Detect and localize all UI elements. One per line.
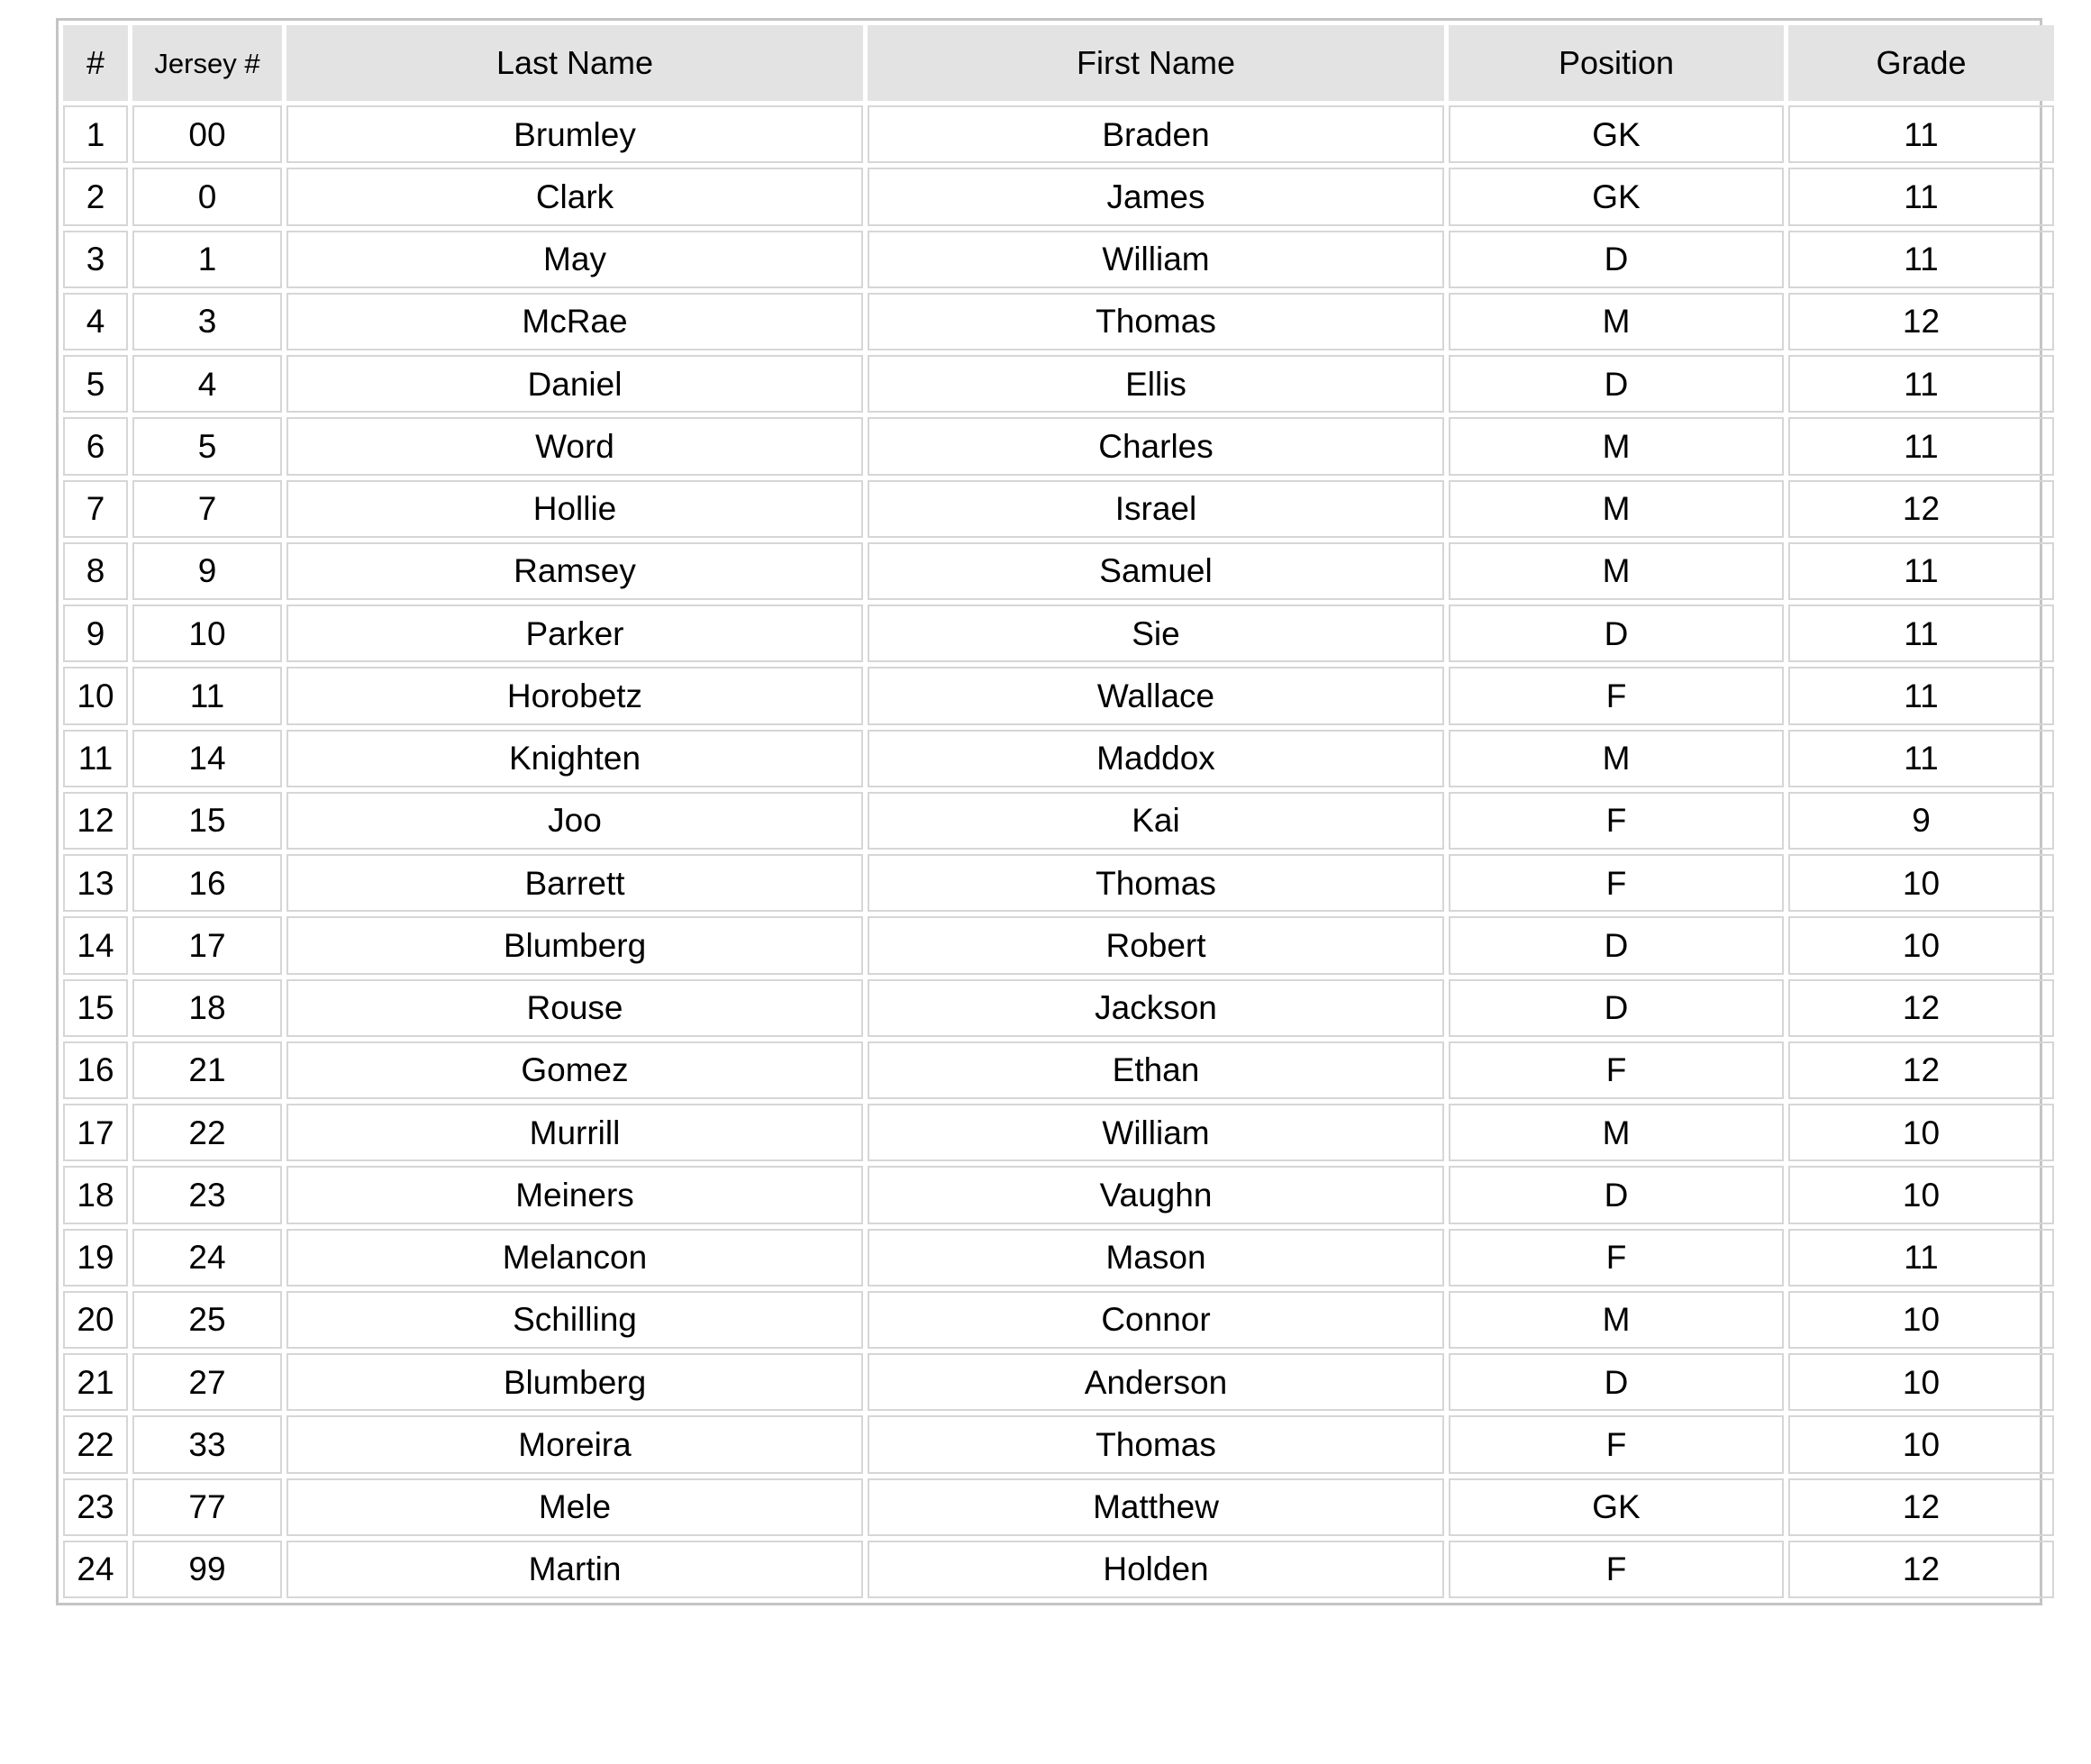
cell-grade: 12 <box>1788 293 2054 350</box>
cell-grade: 11 <box>1788 605 2054 662</box>
cell-first-name: Wallace <box>868 667 1444 724</box>
cell-grade: 11 <box>1788 542 2054 600</box>
cell-row-number: 12 <box>63 792 128 850</box>
cell-position: GK <box>1449 105 1784 163</box>
cell-row-number: 17 <box>63 1104 128 1161</box>
cell-row-number: 10 <box>63 667 128 724</box>
cell-row-number: 23 <box>63 1478 128 1536</box>
cell-first-name: Maddox <box>868 730 1444 787</box>
cell-row-number: 14 <box>63 916 128 974</box>
cell-position: F <box>1449 792 1784 850</box>
cell-position: F <box>1449 1415 1784 1473</box>
cell-first-name: Thomas <box>868 1415 1444 1473</box>
table-row <box>63 1291 2054 1349</box>
cell-jersey-number: 00 <box>132 105 282 163</box>
cell-last-name: McRae <box>286 293 863 350</box>
header-row-number: # <box>63 25 128 101</box>
cell-position: GK <box>1449 168 1784 225</box>
cell-row-number: 7 <box>63 480 128 538</box>
header-grade: Grade <box>1788 25 2054 101</box>
cell-row-number: 5 <box>63 355 128 413</box>
table-row <box>63 1541 2054 1598</box>
cell-jersey-number: 18 <box>132 979 282 1037</box>
cell-jersey-number: 21 <box>132 1041 282 1099</box>
header-position: Position <box>1449 25 1784 101</box>
cell-last-name: Clark <box>286 168 863 225</box>
table-row <box>63 293 2054 350</box>
cell-jersey-number: 15 <box>132 792 282 850</box>
cell-first-name: William <box>868 1104 1444 1161</box>
table-row <box>63 854 2054 912</box>
cell-first-name: Samuel <box>868 542 1444 600</box>
cell-last-name: Brumley <box>286 105 863 163</box>
cell-jersey-number: 24 <box>132 1229 282 1287</box>
table-row <box>63 916 2054 974</box>
table-row <box>63 231 2054 288</box>
table-row <box>63 1104 2054 1161</box>
cell-grade: 11 <box>1788 667 2054 724</box>
cell-first-name: Anderson <box>868 1353 1444 1411</box>
table-row <box>63 542 2054 600</box>
table-row <box>63 417 2054 475</box>
cell-jersey-number: 99 <box>132 1541 282 1598</box>
cell-first-name: Thomas <box>868 293 1444 350</box>
cell-last-name: Moreira <box>286 1415 863 1473</box>
roster-table <box>59 21 2059 1603</box>
cell-row-number: 6 <box>63 417 128 475</box>
cell-grade: 12 <box>1788 1478 2054 1536</box>
cell-row-number: 20 <box>63 1291 128 1349</box>
cell-row-number: 24 <box>63 1541 128 1598</box>
cell-jersey-number: 5 <box>132 417 282 475</box>
cell-grade: 10 <box>1788 854 2054 912</box>
table-row <box>63 1166 2054 1223</box>
cell-position: F <box>1449 1229 1784 1287</box>
cell-last-name: Daniel <box>286 355 863 413</box>
cell-first-name: William <box>868 231 1444 288</box>
cell-last-name: Horobetz <box>286 667 863 724</box>
cell-first-name: Sie <box>868 605 1444 662</box>
cell-grade: 12 <box>1788 1041 2054 1099</box>
cell-last-name: Word <box>286 417 863 475</box>
cell-position: F <box>1449 1541 1784 1598</box>
cell-position: GK <box>1449 1478 1784 1536</box>
cell-position: F <box>1449 854 1784 912</box>
cell-grade: 10 <box>1788 1415 2054 1473</box>
table-row <box>63 1353 2054 1411</box>
cell-last-name: Meiners <box>286 1166 863 1223</box>
cell-last-name: Gomez <box>286 1041 863 1099</box>
cell-position: D <box>1449 1353 1784 1411</box>
cell-jersey-number: 16 <box>132 854 282 912</box>
cell-jersey-number: 1 <box>132 231 282 288</box>
cell-last-name: Parker <box>286 605 863 662</box>
cell-first-name: Matthew <box>868 1478 1444 1536</box>
cell-row-number: 13 <box>63 854 128 912</box>
table-row <box>63 1041 2054 1099</box>
cell-position: M <box>1449 480 1784 538</box>
cell-grade: 9 <box>1788 792 2054 850</box>
cell-row-number: 3 <box>63 231 128 288</box>
cell-jersey-number: 17 <box>132 916 282 974</box>
cell-first-name: Israel <box>868 480 1444 538</box>
table-row <box>63 730 2054 787</box>
cell-row-number: 2 <box>63 168 128 225</box>
cell-jersey-number: 0 <box>132 168 282 225</box>
cell-row-number: 15 <box>63 979 128 1037</box>
cell-grade: 11 <box>1788 168 2054 225</box>
cell-row-number: 18 <box>63 1166 128 1223</box>
cell-grade: 10 <box>1788 916 2054 974</box>
cell-position: M <box>1449 417 1784 475</box>
cell-position: D <box>1449 916 1784 974</box>
cell-position: D <box>1449 1166 1784 1223</box>
cell-jersey-number: 14 <box>132 730 282 787</box>
cell-grade: 12 <box>1788 480 2054 538</box>
table-header-row <box>63 25 2054 101</box>
header-last-name: Last Name <box>286 25 863 101</box>
cell-jersey-number: 10 <box>132 605 282 662</box>
cell-first-name: Connor <box>868 1291 1444 1349</box>
cell-position: D <box>1449 355 1784 413</box>
cell-last-name: Schilling <box>286 1291 863 1349</box>
cell-first-name: Braden <box>868 105 1444 163</box>
cell-first-name: Robert <box>868 916 1444 974</box>
table-row <box>63 480 2054 538</box>
cell-row-number: 9 <box>63 605 128 662</box>
cell-row-number: 1 <box>63 105 128 163</box>
cell-position: F <box>1449 1041 1784 1099</box>
cell-grade: 10 <box>1788 1353 2054 1411</box>
cell-last-name: May <box>286 231 863 288</box>
cell-position: F <box>1449 667 1784 724</box>
cell-last-name: Rouse <box>286 979 863 1037</box>
cell-first-name: James <box>868 168 1444 225</box>
cell-jersey-number: 9 <box>132 542 282 600</box>
cell-last-name: Joo <box>286 792 863 850</box>
cell-position: D <box>1449 231 1784 288</box>
cell-jersey-number: 22 <box>132 1104 282 1161</box>
cell-row-number: 22 <box>63 1415 128 1473</box>
roster-table-body <box>63 105 2054 1598</box>
cell-position: M <box>1449 1291 1784 1349</box>
cell-first-name: Vaughn <box>868 1166 1444 1223</box>
cell-jersey-number: 33 <box>132 1415 282 1473</box>
cell-last-name: Knighten <box>286 730 863 787</box>
roster-table-container <box>56 18 2042 1605</box>
cell-last-name: Ramsey <box>286 542 863 600</box>
cell-grade: 11 <box>1788 417 2054 475</box>
cell-first-name: Ellis <box>868 355 1444 413</box>
cell-jersey-number: 11 <box>132 667 282 724</box>
cell-last-name: Barrett <box>286 854 863 912</box>
cell-position: M <box>1449 542 1784 600</box>
cell-grade: 12 <box>1788 1541 2054 1598</box>
cell-grade: 11 <box>1788 355 2054 413</box>
cell-last-name: Murrill <box>286 1104 863 1161</box>
cell-jersey-number: 23 <box>132 1166 282 1223</box>
cell-grade: 11 <box>1788 730 2054 787</box>
cell-grade: 11 <box>1788 105 2054 163</box>
cell-grade: 11 <box>1788 1229 2054 1287</box>
cell-row-number: 8 <box>63 542 128 600</box>
cell-row-number: 16 <box>63 1041 128 1099</box>
table-row <box>63 979 2054 1037</box>
cell-first-name: Mason <box>868 1229 1444 1287</box>
cell-first-name: Ethan <box>868 1041 1444 1099</box>
table-row <box>63 667 2054 724</box>
cell-last-name: Hollie <box>286 480 863 538</box>
table-row <box>63 1415 2054 1473</box>
table-row <box>63 1478 2054 1536</box>
cell-last-name: Blumberg <box>286 1353 863 1411</box>
cell-position: M <box>1449 730 1784 787</box>
cell-grade: 11 <box>1788 231 2054 288</box>
cell-last-name: Blumberg <box>286 916 863 974</box>
cell-grade: 10 <box>1788 1291 2054 1349</box>
cell-row-number: 21 <box>63 1353 128 1411</box>
cell-last-name: Martin <box>286 1541 863 1598</box>
cell-jersey-number: 7 <box>132 480 282 538</box>
header-first-name: First Name <box>868 25 1444 101</box>
cell-first-name: Charles <box>868 417 1444 475</box>
cell-jersey-number: 4 <box>132 355 282 413</box>
table-row <box>63 605 2054 662</box>
cell-last-name: Melancon <box>286 1229 863 1287</box>
table-row <box>63 105 2054 163</box>
cell-jersey-number: 25 <box>132 1291 282 1349</box>
table-row <box>63 1229 2054 1287</box>
cell-jersey-number: 77 <box>132 1478 282 1536</box>
cell-position: D <box>1449 979 1784 1037</box>
cell-row-number: 19 <box>63 1229 128 1287</box>
cell-last-name: Mele <box>286 1478 863 1536</box>
cell-position: D <box>1449 605 1784 662</box>
cell-first-name: Kai <box>868 792 1444 850</box>
cell-jersey-number: 27 <box>132 1353 282 1411</box>
cell-grade: 10 <box>1788 1104 2054 1161</box>
header-jersey-number: Jersey # <box>132 25 282 101</box>
cell-grade: 12 <box>1788 979 2054 1037</box>
cell-position: M <box>1449 1104 1784 1161</box>
table-row <box>63 355 2054 413</box>
cell-first-name: Thomas <box>868 854 1444 912</box>
cell-first-name: Holden <box>868 1541 1444 1598</box>
cell-first-name: Jackson <box>868 979 1444 1037</box>
cell-row-number: 4 <box>63 293 128 350</box>
table-row <box>63 792 2054 850</box>
cell-position: M <box>1449 293 1784 350</box>
cell-row-number: 11 <box>63 730 128 787</box>
cell-grade: 10 <box>1788 1166 2054 1223</box>
cell-jersey-number: 3 <box>132 293 282 350</box>
table-row <box>63 168 2054 225</box>
